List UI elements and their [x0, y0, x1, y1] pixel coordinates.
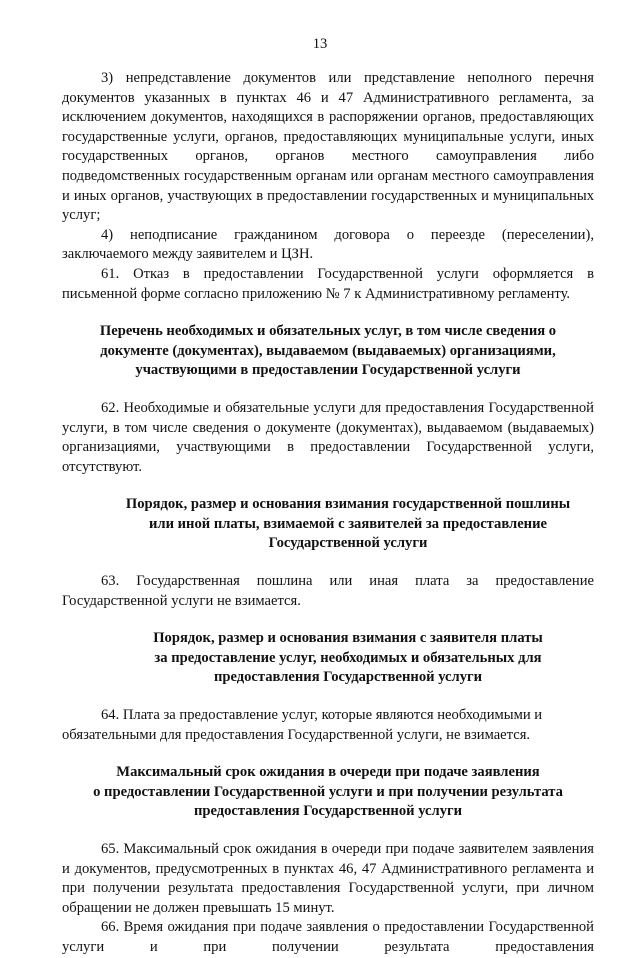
- heading-line: Максимальный срок ожидания в очереди при подаче заявления: [116, 764, 540, 781]
- heading-line: или иной платы, взимаемой с заявителей за предоставление: [149, 515, 547, 532]
- paragraph-61: 61. Отказ в предоставлении Государственной услуги оформляется в письменной форме согласно приложению № 7 к Административному регламенту.: [62, 265, 594, 302]
- section-heading-required-services: [62, 322, 594, 381]
- paragraph-item-3: 3) непредставление документов или представление неполного перечня документов указанных в пунктах 46 и 47 Административного регламента, за исключением документов, находящихся в распоряжении органов, предоставляющих государственные услуги, органов, предоставляющих муниципальные услуги, иных государственных органов, органов местного самоуправления либо подведомственных государственным органам или органам местного самоуправления и иных органов, участвующих в предоставлении государственных и муниципальных услуг;: [62, 70, 594, 224]
- heading-line: предоставления Государственной услуги: [193, 803, 463, 820]
- heading-line: участвующими в предоставлении Государственной услуги: [135, 362, 521, 379]
- document-body: [62, 69, 594, 958]
- heading-line: предоставления Государственной услуги: [213, 669, 483, 686]
- section-heading-payment-for-services: [62, 629, 594, 688]
- heading-line: Перечень необходимых и обязательных услуг, в том числе сведения о: [99, 323, 557, 340]
- heading-line: за предоставление услуг, необходимых и обязательных для: [154, 649, 542, 666]
- paragraph-item-4: 4) неподписание гражданином договора о переезде (переселении), заключаемого между заявителем и ЦЗН.: [62, 226, 594, 263]
- heading-line: Порядок, размер и основания взимания государственной пошлины: [125, 496, 571, 513]
- page-number: 13: [312, 36, 328, 52]
- paragraph-65: 65. Максимальный срок ожидания в очереди при подаче заявителем заявления и документов, предусмотренных в пунктах 46, 47 Административного регламента и при получении результата предоставления Государственной услуги, при личном обращении не должен превышать 15 минут.: [62, 841, 594, 916]
- section-heading-waiting-time: [62, 763, 594, 822]
- paragraph-64: 64. Плата за предоставление услуг, которые являются необходимыми и обязательными для предоставления Государственной услуги, не взимается.: [62, 707, 543, 743]
- heading-line: о предоставлении Государственной услуги и при получении результата: [93, 783, 563, 800]
- heading-line: Порядок, размер и основания взимания с заявителя платы: [153, 630, 543, 647]
- paragraph-66: 66. Время ожидания при подаче заявления о предоставлении Государственной услуги и при получении результата предоставления: [62, 919, 594, 955]
- paragraph-63: 63. Государственная пошлина или иная плата за предоставление Государственной услуги не взимается.: [62, 573, 594, 609]
- heading-line: документе (документах), выдаваемом (выдаваемых) организациями,: [100, 342, 556, 359]
- heading-line: Государственной услуги: [268, 535, 428, 552]
- paragraph-62: 62. Необходимые и обязательные услуги для предоставления Государственной услуги, в том числе сведения о документе (документах), выдаваемом (выдаваемых) организациями, участвующими в предоставлении Государственной услуги, отсутствуют.: [62, 399, 594, 475]
- section-heading-state-fee: [62, 495, 594, 554]
